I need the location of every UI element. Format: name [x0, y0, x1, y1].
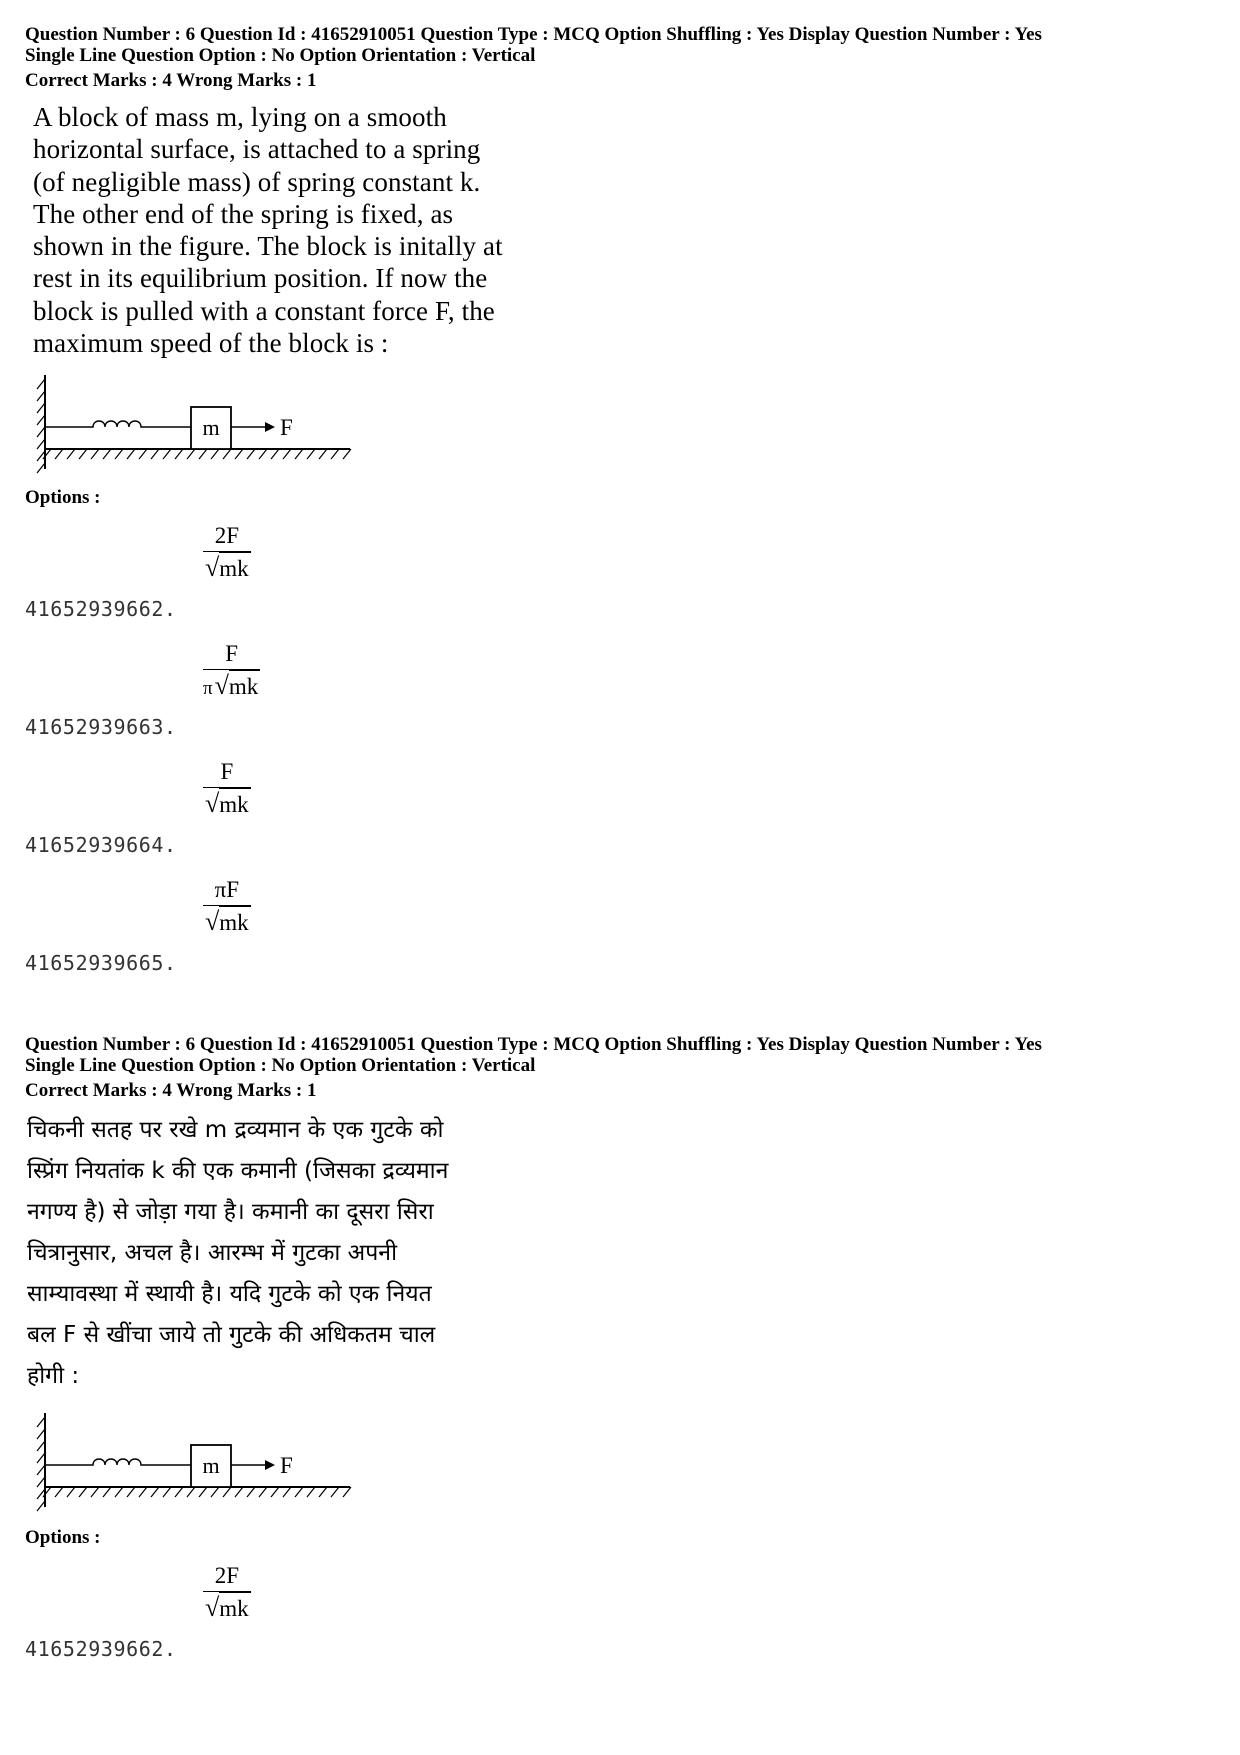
force-arrowhead [265, 422, 275, 432]
spring [45, 1459, 191, 1465]
option-fraction [203, 521, 251, 585]
sqrt-icon: √ [205, 907, 220, 937]
question-text-line: shown in the figure. The block is initally at [33, 231, 503, 262]
question-text-line: rest in its equilibrium position. If now the [33, 263, 488, 294]
block-label: m [202, 1453, 220, 1478]
question-text-line: चिकनी सतह पर रखे m द्रव्यमान के एक गुटके को [27, 1117, 444, 1143]
question-meta-line-2: Single Line Question Option : No Option Orientation : Vertical [25, 45, 536, 66]
fraction-numerator: πF [214, 877, 240, 903]
radicand: mk [229, 670, 260, 703]
fraction-numerator: 2F [214, 1563, 239, 1588]
option-list [25, 1561, 1225, 1679]
radicand: mk [219, 906, 250, 939]
question-meta-line: Question Number : 6 Question Id : 41652910051 Question Type : MCQ Option Shuffling : Yes Display Question Number : Yes [25, 24, 1042, 45]
option-item[interactable] [25, 757, 1225, 875]
options-label: Options : [25, 1527, 101, 1548]
radicand: mk [219, 552, 250, 585]
fraction-numerator: F [225, 641, 239, 667]
question-text-line: चित्रानुसार, अचल है। आरम्भ में गुटका अपनी [27, 1240, 398, 1266]
marks-line: Correct Marks : 4 Wrong Marks : 1 [25, 70, 317, 91]
question-text-line: होगी : [27, 1363, 80, 1389]
fraction-denominator [203, 906, 251, 939]
fraction-denominator [203, 1592, 251, 1625]
fraction-denominator [203, 788, 251, 821]
question-meta-line-2: Single Line Question Option : No Option Orientation : Vertical [25, 1055, 536, 1076]
fraction-numerator: 2F [214, 523, 239, 549]
option-item[interactable] [25, 521, 1225, 639]
option-id: 41652939662. [25, 597, 177, 622]
question-text-line: बल F से खींचा जाये तो गुटके की अधिकतम चाल [27, 1322, 436, 1348]
floor-hatching [43, 449, 351, 459]
spring [45, 421, 191, 427]
question-text-line: साम्यावस्था में स्थायी है। यदि गुटके को एक नियत [27, 1281, 432, 1307]
radicand: mk [219, 788, 250, 821]
option-fraction [203, 875, 251, 939]
force-label: F [280, 415, 293, 441]
fraction-denominator [203, 670, 260, 705]
option-id: 41652939664. [25, 833, 177, 858]
sqrt-icon: √ [205, 553, 220, 583]
option-item[interactable] [25, 1561, 1225, 1679]
question-block-hindi [25, 1034, 1225, 1679]
question-text-line: block is pulled with a constant force F, the [33, 295, 495, 326]
question-text-line: (of negligible mass) of spring constant k. [33, 166, 481, 197]
question-text [33, 101, 553, 359]
option-fraction [203, 757, 251, 821]
question-text-line: A block of mass m, lying on a smooth [33, 102, 447, 132]
spring-block-figure [25, 367, 365, 477]
force-arrowhead [265, 1460, 275, 1470]
option-fraction [203, 1561, 251, 1625]
sqrt-icon: √ [205, 789, 220, 819]
sqrt-icon: √ [205, 1593, 220, 1622]
floor-hatching [43, 1487, 351, 1497]
marks-line: Correct Marks : 4 Wrong Marks : 1 [25, 1080, 317, 1101]
question-text [27, 1110, 547, 1397]
question-text-line: नगण्य है) से जोड़ा गया है। कमानी का दूसरा सिरा [27, 1199, 434, 1225]
option-id: 41652939665. [25, 951, 177, 976]
option-list [25, 521, 1225, 993]
denominator-prefix: π [203, 678, 213, 700]
option-item[interactable] [25, 875, 1225, 993]
question-text-line: horizontal surface, is attached to a spring [33, 134, 481, 165]
question-block-english [25, 24, 1225, 993]
force-label: F [280, 1453, 293, 1478]
fraction-denominator [203, 552, 251, 585]
fraction-numerator: F [220, 759, 234, 785]
radicand: mk [219, 1592, 250, 1625]
block-label: m [202, 415, 220, 441]
option-item[interactable] [25, 639, 1225, 757]
options-label: Options : [25, 487, 101, 509]
option-id: 41652939662. [25, 1637, 177, 1661]
sqrt-icon: √ [214, 671, 229, 701]
question-text-line: maximum speed of the block is : [33, 328, 389, 359]
spring-block-figure [25, 1405, 365, 1515]
option-id: 41652939663. [25, 715, 177, 740]
question-text-line: स्प्रिंग नियतांक k की एक कमानी (जिसका द्रव्यमान [27, 1158, 449, 1184]
option-fraction [203, 639, 260, 705]
question-text-line: The other end of the spring is fixed, as [33, 198, 454, 229]
question-meta-line: Question Number : 6 Question Id : 41652910051 Question Type : MCQ Option Shuffling : Yes Display Question Number : Yes [25, 1034, 1042, 1055]
